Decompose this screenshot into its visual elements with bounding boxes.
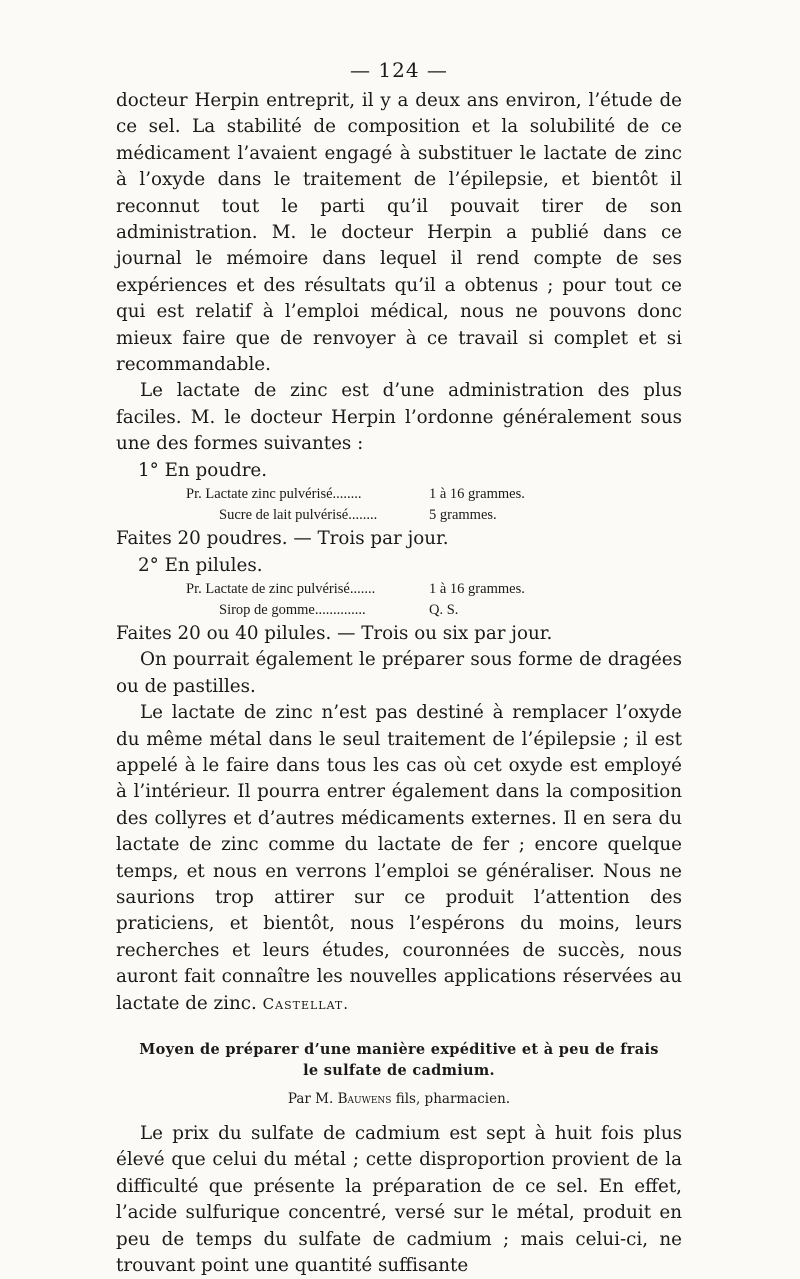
article-cadmium-body <box>116 1121 682 1279</box>
paragraph-dragees: On pourrait également le préparer sous forme de dragées ou de pastilles. <box>116 649 682 697</box>
formula-1-directive: Faites 20 poudres. — Trois par jour. <box>116 528 449 550</box>
paragraph-cadmium-price: Le prix du sulfate de cadmium est sept à huit fois plus élevé que celui du métal ; cette disproportion provient de la difficulté que présente la préparation de ce sel. En effet, l’acide sulfurique concentré, versé sur le métal, produit en peu de temps du sulfate de cadmium ; mais celui-ci, ne trouvant point une quantité suffisante <box>116 1123 682 1277</box>
ingredient-quantity: 1 à 16 grammes. <box>429 580 525 597</box>
author-name: Bauwens <box>337 1091 392 1107</box>
article-title-line-1: Moyen de préparer d’une manière expéditive et à peu de frais <box>139 1041 659 1058</box>
ingredient-quantity: Q. S. <box>429 601 459 618</box>
ingredient-quantity: 1 à 16 grammes. <box>429 486 525 503</box>
article-title <box>116 1039 682 1081</box>
formula-1-heading: 1° En poudre. <box>138 459 268 481</box>
formula-1-ingredients <box>186 484 682 526</box>
paragraph-herpin-study: docteur Herpin entreprit, il y a deux ans environ, l’étude de ce sel. La stabilité de composition et la solubilité de ce médicament l’avaient engagé à substituer le lactate de zinc à l’oxyde dans le traitement de l’épilepsie, et bientôt il reconnut tout le parti qu’il pouvait tirer de son administration. M. le docteur Herpin a publié dans ce journal le mémoire dans lequel il rend compte de ses expériences et des résultats qu’il a obtenus ; pour tout ce qui est relatif à l’emploi médical, nous ne pouvons donc mieux faire que de renvoyer à ce travail si complet et si recommandable. <box>116 90 682 376</box>
formula-1-line-2 <box>186 505 586 526</box>
article-title-line-2: le sulfate de cadmium. <box>303 1062 495 1079</box>
paragraph-administration: Le lactate de zinc est d’une administration des plus faciles. M. le docteur Herpin l’ordonne généralement sous une des formes suivantes : <box>116 380 682 455</box>
formula-2-heading: 2° En pilules. <box>138 554 263 576</box>
ingredient-name: Pr. Lactate zinc pulvérisé........ <box>186 486 362 503</box>
ingredient-name: Pr. Lactate de zinc pulvérisé....... <box>186 580 376 597</box>
author-signature: Castellat. <box>262 994 350 1013</box>
formula-2-directive: Faites 20 ou 40 pilules. — Trois ou six par jour. <box>116 622 553 644</box>
page-number: — 124 — <box>350 58 448 82</box>
formula-2-line-1 <box>186 579 586 600</box>
article-lactate-continuation <box>116 88 682 1017</box>
formula-2-line-2 <box>186 600 586 621</box>
ingredient-name: Sirop de gomme.............. <box>219 601 366 618</box>
ingredient-quantity: 5 grammes. <box>429 507 497 524</box>
ingredient-name: Sucre de lait pulvérisé........ <box>219 507 378 524</box>
paragraph-lactate-uses: Le lactate de zinc n’est pas destiné à remplacer l’oxyde du même métal dans le seul traitement de l’épilepsie ; il est appelé à le faire dans tous les cas où cet oxyde est employé à l’intérieur. Il pourra entrer également dans la composition des collyres et d’autres médicaments externes. Il en sera du lactate de zinc comme du lactate de fer ; encore quelque temps, et nous en verrons l’emploi se généraliser. Nous ne saurions trop attirer sur ce produit l’attention des praticiens, et bientôt, nous l’espérons du moins, leurs recherches et leurs études, couronnées de succès, nous auront fait connaître les nouvelles applications réservées au lactate de zinc. Castellat. <box>116 702 682 1014</box>
article-byline: Par M. Bauwens fils, pharmacien. <box>287 1091 511 1107</box>
formula-1-line-1 <box>186 484 586 505</box>
formula-2-ingredients <box>186 579 682 621</box>
